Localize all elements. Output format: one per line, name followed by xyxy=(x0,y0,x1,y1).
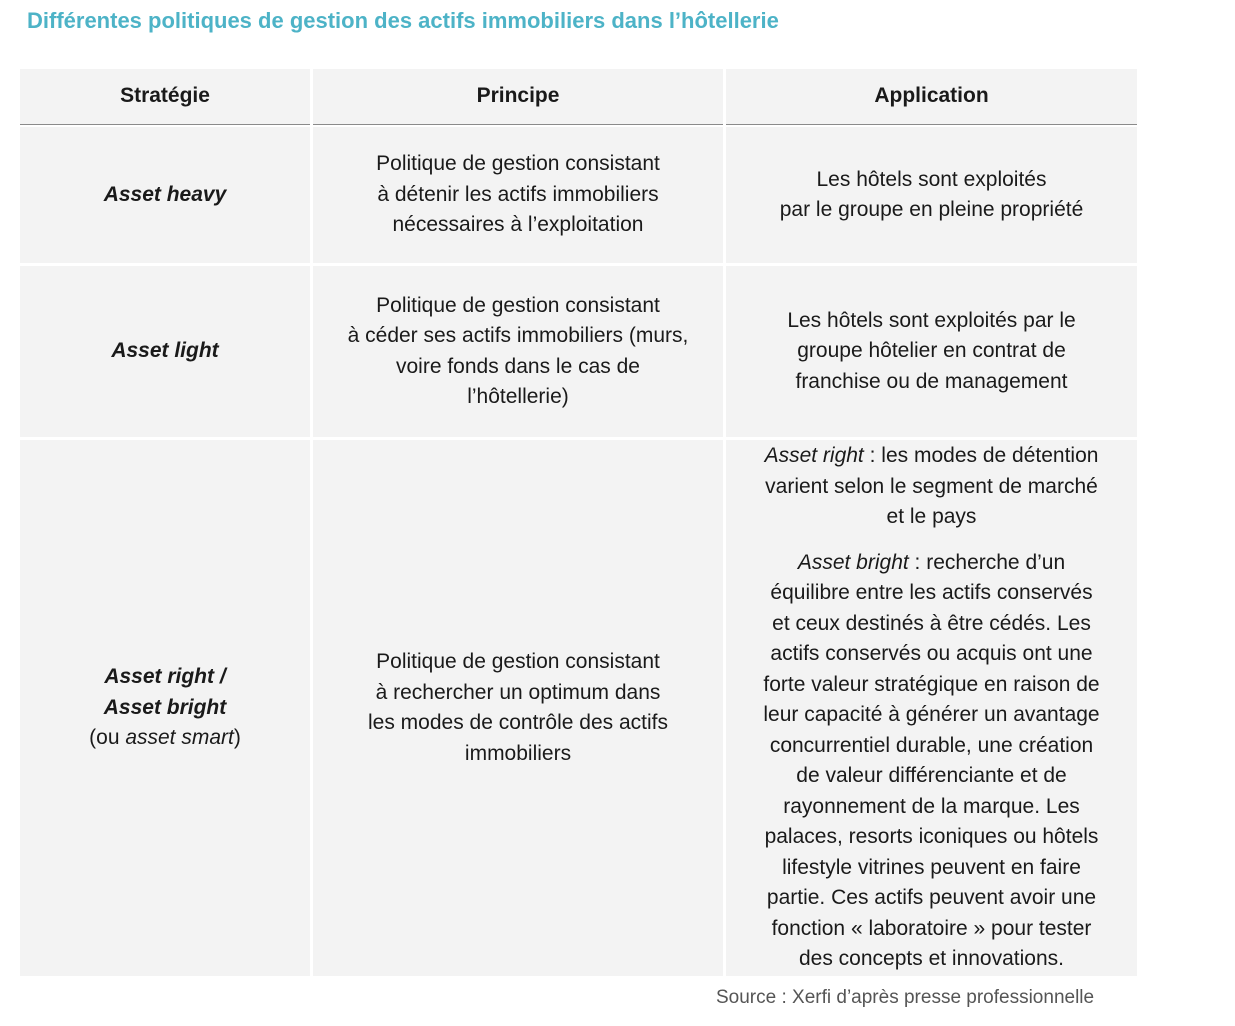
application-cell: Les hôtels sont exploités par le groupe en pleine propriété xyxy=(726,127,1137,263)
strategy-cell: Asset light xyxy=(20,266,310,437)
table-row xyxy=(20,440,1137,976)
header-application: Application xyxy=(726,69,1137,125)
strategy-cell xyxy=(20,440,310,976)
application-cell: Les hôtels sont exploités par le groupe hôtelier en contrat de franchise ou de management xyxy=(726,266,1137,437)
principle-cell: Politique de gestion consistant à céder ses actifs immobiliers (murs, voire fonds dans le cas de l’hôtellerie) xyxy=(313,266,723,437)
strategy-cell: Asset heavy xyxy=(20,127,310,263)
header-strategy: Stratégie xyxy=(20,69,310,125)
principle-cell: Politique de gestion consistant à détenir les actifs immobiliers nécessaires à l’exploitation xyxy=(313,127,723,263)
application-cell xyxy=(726,440,1137,976)
table-row xyxy=(20,127,1137,263)
strategy-table xyxy=(20,69,1137,979)
page-title: Différentes politiques de gestion des actifs immobiliers dans l’hôtellerie xyxy=(27,8,779,33)
header-principle: Principe xyxy=(313,69,723,125)
table-row xyxy=(20,266,1137,437)
strategy-name-right: Asset right / xyxy=(104,665,226,689)
strategy-note: (ou asset smart) xyxy=(89,726,241,750)
principle-cell: Politique de gestion consistant à rechercher un optimum dans les modes de contrôle des actifs immobiliers xyxy=(313,440,723,976)
source-note: Source : Xerfi d’après presse professionnelle xyxy=(716,987,1095,1008)
table-header-row xyxy=(20,69,1137,125)
application-asset-right: Asset right : les modes de détention varient selon le segment de marché et le pays xyxy=(764,444,1099,528)
application-asset-bright: Asset bright : recherche d’un équilibre entre les actifs conservés et ceux destinés à être cédés. Les actifs conservés ou acquis ont une forte valeur stratégique en raison de leur capacité à générer un avantage concurrentiel durable, une création de valeur différenciante et de rayonnement de la marque. Les palaces, resorts iconiques ou hôtels lifestyle vitrines peuvent en faire partie. Ces actifs peuvent avoir une fonction « laboratoire » pour tester des concepts et innovations. xyxy=(763,550,1100,970)
strategy-name-bright: Asset bright xyxy=(103,695,227,719)
